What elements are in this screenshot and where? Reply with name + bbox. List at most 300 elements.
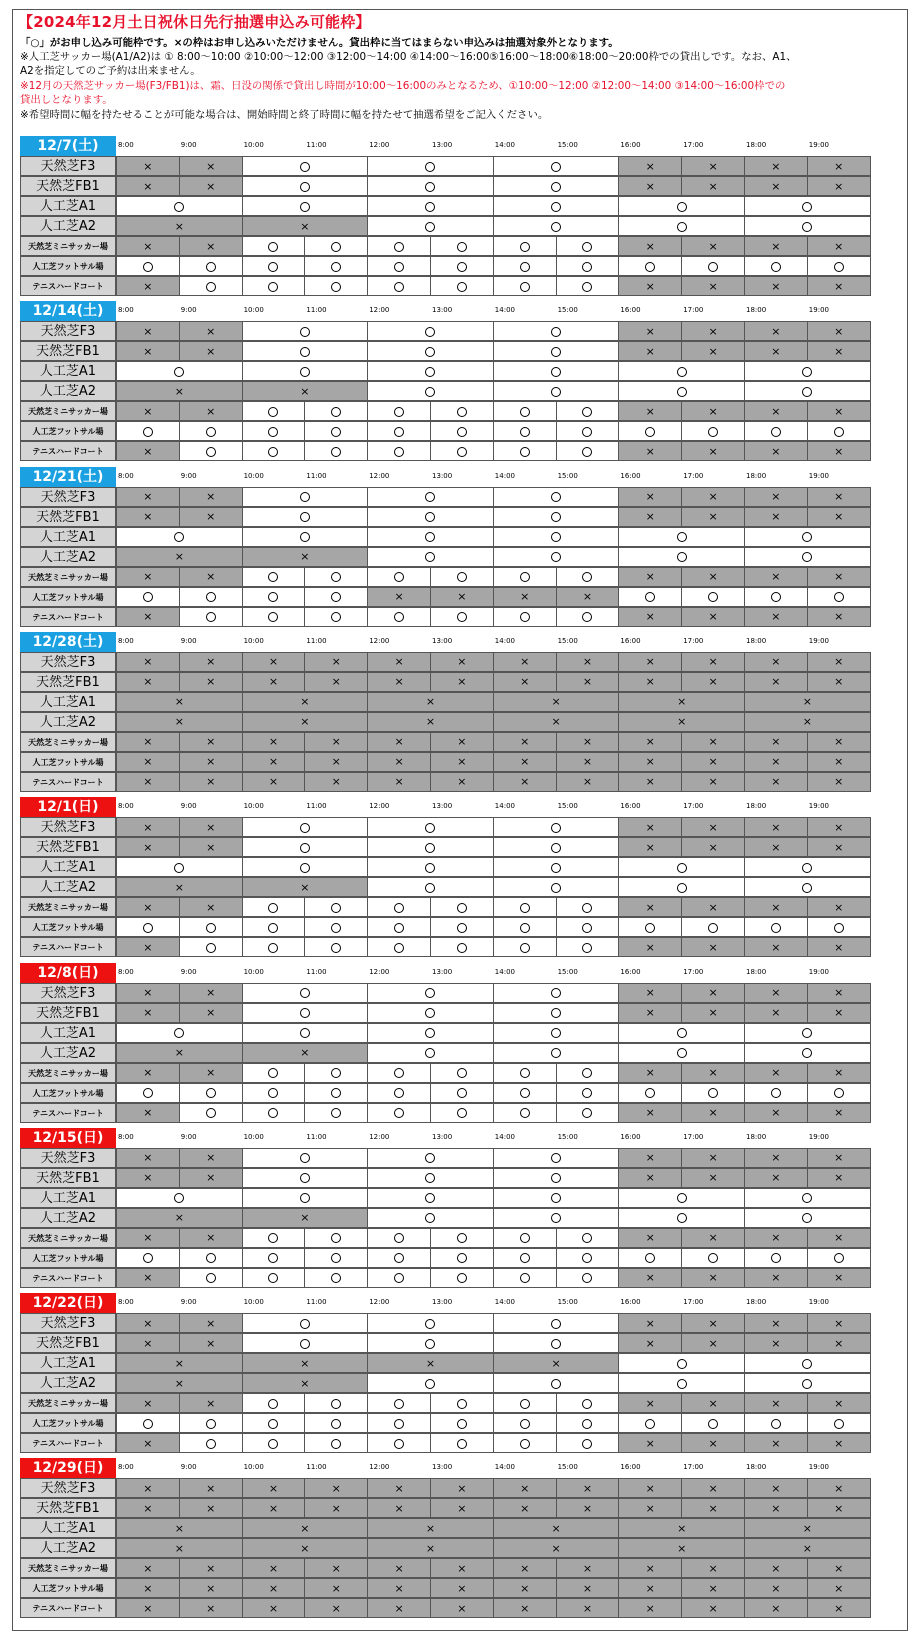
slot-cell	[367, 321, 494, 341]
slot-cell	[116, 176, 180, 196]
time-label: 18:00	[746, 1132, 767, 1141]
slot-cell	[618, 1208, 745, 1228]
available-mark	[206, 1439, 216, 1449]
available-mark	[771, 1253, 781, 1263]
available-mark	[802, 1028, 812, 1038]
unavailable-mark: ×	[143, 404, 153, 418]
available-mark	[457, 1088, 467, 1098]
slot-cell	[681, 983, 745, 1003]
slot-cell	[242, 156, 369, 176]
facility-mini-soccer: 天然芝ミニサッカー場	[20, 567, 116, 587]
facility-tennis: テニスハードコート	[20, 276, 116, 296]
unavailable-mark: ×	[206, 755, 216, 769]
unavailable-mark: ×	[834, 344, 844, 358]
available-mark	[520, 1419, 530, 1429]
facility-futsal: 人工芝フットサル場	[20, 256, 116, 276]
slot-cell	[367, 732, 431, 752]
slot-cell	[807, 1598, 871, 1618]
time-label: 17:00	[683, 141, 704, 149]
available-mark	[206, 1419, 216, 1429]
unavailable-mark: ×	[771, 404, 781, 418]
time-label: 14:00	[494, 1463, 515, 1472]
available-mark	[677, 1048, 687, 1058]
unavailable-mark: ×	[143, 510, 153, 524]
facility-row	[20, 1313, 904, 1333]
slot-cell	[430, 567, 494, 587]
slot-cell	[242, 587, 306, 607]
slot-cell	[430, 1498, 494, 1518]
slot-cell	[116, 1433, 180, 1453]
unavailable-mark: ×	[394, 1581, 404, 1595]
slot-cell	[493, 341, 620, 361]
slot-cell	[681, 897, 745, 917]
slot-cell	[116, 361, 243, 381]
slot-cell	[179, 652, 243, 672]
slot-cell	[242, 567, 306, 587]
facility-row	[20, 1248, 904, 1268]
slot-cell	[807, 837, 871, 857]
facility-row	[20, 1148, 904, 1168]
slot-cell	[744, 1168, 808, 1188]
available-mark	[300, 1173, 310, 1183]
available-mark	[331, 447, 341, 457]
facility-mini-soccer: 天然芝ミニサッカー場	[20, 732, 116, 752]
slot-cell	[493, 1148, 620, 1168]
slot-cell	[493, 527, 620, 547]
time-label: 8:00	[118, 1298, 134, 1307]
unavailable-mark: ×	[582, 590, 593, 604]
slot-cell	[430, 587, 494, 607]
slot-cell	[367, 1083, 431, 1103]
slot-cell	[618, 421, 682, 441]
available-mark	[677, 1359, 687, 1369]
slot-cell	[493, 1188, 620, 1208]
slot-cell	[179, 937, 243, 957]
slot-cell	[556, 421, 620, 441]
slot-cell	[179, 1433, 243, 1453]
available-mark	[677, 1213, 687, 1223]
facility-row	[20, 983, 904, 1003]
unavailable-mark: ×	[457, 755, 467, 769]
time-label: 16:00	[620, 141, 641, 149]
unavailable-mark: ×	[394, 590, 404, 604]
slot-cell	[556, 732, 620, 752]
slot-cell	[681, 276, 745, 296]
unavailable-mark: ×	[834, 610, 844, 624]
slot-cell	[116, 712, 243, 732]
available-mark	[677, 552, 687, 562]
available-mark	[425, 387, 435, 397]
unavailable-mark: ×	[457, 1601, 467, 1615]
slot-cell	[807, 897, 871, 917]
unavailable-mark: ×	[771, 840, 781, 854]
slot-cell	[744, 1063, 808, 1083]
facility-f3: 天然芝F3	[20, 1478, 116, 1498]
available-mark	[645, 1088, 655, 1098]
slot-cell	[367, 1538, 494, 1558]
available-mark	[457, 612, 467, 622]
time-label: 12:00	[369, 636, 390, 645]
time-label: 12:00	[369, 471, 390, 480]
unavailable-mark: ×	[771, 1436, 781, 1450]
slot-cell	[367, 857, 494, 877]
slot-cell	[493, 276, 557, 296]
time-label: 13:00	[432, 471, 453, 480]
available-mark	[551, 367, 561, 377]
available-mark	[268, 1439, 278, 1449]
slot-cell	[744, 772, 808, 792]
slot-cell	[681, 672, 745, 692]
slot-cell	[430, 1393, 494, 1413]
unavailable-mark: ×	[143, 1106, 153, 1119]
available-mark	[551, 823, 561, 833]
slot-cell	[179, 897, 243, 917]
slot-cell	[367, 216, 494, 236]
available-mark	[834, 1088, 844, 1098]
slot-cell	[242, 276, 306, 296]
available-mark	[206, 447, 216, 457]
available-mark	[425, 532, 435, 542]
slot-cell	[807, 1083, 871, 1103]
time-label: 14:00	[494, 141, 515, 149]
slot-cell	[179, 772, 243, 792]
slot-cell	[367, 567, 431, 587]
slot-cell	[493, 1578, 557, 1598]
available-mark	[394, 447, 404, 457]
slot-cell	[618, 937, 682, 957]
time-label: 9:00	[180, 967, 197, 976]
slot-cell	[179, 441, 243, 461]
slot-cell	[304, 1268, 368, 1288]
unavailable-mark: ×	[645, 820, 655, 834]
day-block	[20, 1293, 904, 1458]
unavailable-mark: ×	[708, 1171, 718, 1185]
available-mark	[802, 1048, 812, 1058]
unavailable-mark: ×	[143, 655, 153, 669]
unavailable-mark: ×	[802, 715, 812, 729]
slot-cell	[493, 1248, 557, 1268]
slot-cell	[493, 421, 557, 441]
available-mark	[677, 367, 687, 377]
slot-cell	[430, 1433, 494, 1453]
slot-cell	[179, 487, 243, 507]
available-mark	[174, 1193, 184, 1203]
slot-cell	[242, 1148, 369, 1168]
slot-cell	[430, 937, 494, 957]
unavailable-mark: ×	[708, 1231, 718, 1245]
facility-futsal: 人工芝フットサル場	[20, 421, 116, 441]
slot-cell	[556, 1413, 620, 1433]
available-mark	[551, 988, 561, 998]
day-block	[20, 632, 904, 797]
slot-cell	[179, 1063, 243, 1083]
day-block	[20, 1458, 904, 1623]
available-mark	[582, 1273, 592, 1283]
slot-cell	[367, 1353, 494, 1373]
unavailable-mark: ×	[708, 1561, 718, 1575]
slot-cell	[430, 772, 494, 792]
unavailable-mark: ×	[174, 1541, 184, 1555]
unavailable-mark: ×	[708, 344, 718, 358]
unavailable-mark: ×	[206, 344, 216, 358]
slot-cell	[618, 1023, 745, 1043]
time-label: 15:00	[557, 1463, 578, 1472]
time-label: 17:00	[683, 1132, 704, 1141]
facility-a1: 人工芝A1	[20, 1023, 116, 1043]
slot-cell	[681, 1413, 745, 1433]
slot-cell	[116, 1148, 180, 1168]
slot-cell	[179, 752, 243, 772]
available-mark	[645, 923, 655, 933]
time-label: 13:00	[432, 306, 453, 315]
slot-cell	[116, 216, 243, 236]
facility-a2: 人工芝A2	[20, 1043, 116, 1063]
slot-cell	[242, 341, 369, 361]
facility-row	[20, 527, 904, 547]
slot-cell	[116, 692, 243, 712]
unavailable-mark: ×	[771, 1601, 781, 1615]
slot-cell	[556, 1103, 620, 1123]
available-mark	[425, 162, 435, 172]
slot-cell	[556, 587, 620, 607]
available-mark	[331, 282, 341, 292]
unavailable-mark: ×	[834, 239, 844, 253]
slot-cell	[493, 983, 620, 1003]
time-label: 14:00	[494, 636, 515, 645]
available-mark	[708, 1253, 718, 1263]
unavailable-mark: ×	[834, 1006, 844, 1019]
available-mark	[551, 387, 561, 397]
slot-cell	[116, 1313, 180, 1333]
slot-cell	[681, 587, 745, 607]
slot-cell	[744, 752, 808, 772]
time-label: 10:00	[243, 1298, 264, 1307]
unavailable-mark: ×	[708, 490, 718, 504]
slot-cell	[681, 1558, 745, 1578]
unavailable-mark: ×	[394, 1561, 404, 1575]
slot-cell	[618, 341, 682, 361]
available-mark	[520, 1439, 530, 1449]
available-mark	[425, 1213, 435, 1223]
unavailable-mark: ×	[708, 1396, 718, 1410]
unavailable-mark: ×	[645, 675, 655, 689]
facility-row	[20, 156, 904, 176]
available-mark	[771, 1419, 781, 1429]
slot-cell	[744, 421, 808, 441]
day-block	[20, 467, 904, 632]
slot-cell	[304, 897, 368, 917]
unavailable-mark: ×	[708, 179, 718, 193]
slot-cell	[493, 487, 620, 507]
unavailable-mark: ×	[834, 840, 844, 854]
slot-cell	[744, 156, 808, 176]
slot-cell	[681, 1228, 745, 1248]
slot-cell	[744, 527, 871, 547]
available-mark	[268, 1399, 278, 1409]
slot-cell	[430, 897, 494, 917]
slot-cell	[116, 1558, 180, 1578]
slot-cell	[618, 1313, 682, 1333]
slot-cell	[367, 817, 494, 837]
unavailable-mark: ×	[268, 1501, 279, 1515]
unavailable-mark: ×	[143, 775, 153, 789]
time-label: 19:00	[808, 1463, 829, 1472]
unavailable-mark: ×	[394, 735, 404, 749]
unavailable-mark: ×	[834, 1601, 844, 1615]
facility-mini-soccer: 天然芝ミニサッカー場	[20, 236, 116, 256]
slot-cell	[493, 1208, 620, 1228]
unavailable-mark: ×	[551, 1541, 561, 1555]
slot-cell	[242, 1498, 306, 1518]
unavailable-mark: ×	[771, 1066, 781, 1079]
slot-cell	[493, 381, 620, 401]
slot-cell	[116, 381, 243, 401]
slot-cell	[367, 276, 431, 296]
day-block	[20, 797, 904, 962]
available-mark	[645, 1419, 655, 1429]
slot-cell	[493, 1063, 557, 1083]
unavailable-mark: ×	[771, 279, 781, 293]
facility-row	[20, 236, 904, 256]
facility-fb1: 天然芝FB1	[20, 341, 116, 361]
unavailable-mark: ×	[520, 590, 530, 604]
unavailable-mark: ×	[708, 900, 718, 914]
facility-f3: 天然芝F3	[20, 817, 116, 837]
facility-f3: 天然芝F3	[20, 652, 116, 672]
slot-cell	[681, 1313, 745, 1333]
available-mark	[551, 1193, 561, 1203]
unavailable-mark: ×	[645, 610, 655, 624]
available-mark	[300, 182, 310, 192]
slot-cell	[116, 1083, 180, 1103]
slot-cell	[681, 1333, 745, 1353]
available-mark	[551, 1213, 561, 1223]
slot-cell	[556, 752, 620, 772]
date-header: 12/14(土)	[20, 301, 116, 321]
unavailable-mark: ×	[645, 239, 655, 253]
unavailable-mark: ×	[206, 570, 216, 584]
slot-cell	[744, 652, 808, 672]
unavailable-mark: ×	[771, 1581, 781, 1595]
slot-cell	[618, 1103, 682, 1123]
slot-cell	[493, 1478, 557, 1498]
slot-cell	[744, 341, 808, 361]
available-mark	[300, 863, 310, 873]
available-mark	[645, 427, 655, 437]
slot-cell	[744, 1393, 808, 1413]
slot-cell	[744, 567, 808, 587]
facility-f3: 天然芝F3	[20, 321, 116, 341]
slot-cell	[430, 1063, 494, 1083]
slot-cell	[304, 1558, 368, 1578]
date-header: 12/8(日)	[20, 963, 116, 983]
available-mark	[802, 863, 812, 873]
facility-row	[20, 607, 904, 627]
available-mark	[457, 262, 467, 272]
slot-cell	[116, 421, 180, 441]
unavailable-mark: ×	[708, 324, 718, 338]
available-mark	[394, 1088, 404, 1098]
available-mark	[457, 1273, 467, 1283]
available-mark	[425, 1153, 435, 1163]
unavailable-mark: ×	[834, 1501, 844, 1515]
unavailable-mark: ×	[268, 1601, 279, 1615]
slot-cell	[493, 587, 557, 607]
unavailable-mark: ×	[645, 735, 655, 749]
facility-row	[20, 587, 904, 607]
slot-cell	[242, 321, 369, 341]
slot-cell	[493, 1043, 620, 1063]
facility-tennis: テニスハードコート	[20, 937, 116, 957]
slot-cell	[179, 1248, 243, 1268]
facility-fb1: 天然芝FB1	[20, 1168, 116, 1188]
unavailable-mark: ×	[174, 1211, 184, 1225]
slot-cell	[179, 672, 243, 692]
slot-cell	[807, 1393, 871, 1413]
slot-cell	[618, 1393, 682, 1413]
slot-cell	[681, 1248, 745, 1268]
unavailable-mark: ×	[834, 755, 844, 769]
time-label: 14:00	[494, 967, 515, 976]
available-mark	[551, 1153, 561, 1163]
slot-cell	[116, 877, 243, 897]
unavailable-mark: ×	[677, 1521, 687, 1535]
slot-cell	[493, 1268, 557, 1288]
slot-cell	[618, 857, 745, 877]
unavailable-mark: ×	[143, 159, 153, 173]
unavailable-mark: ×	[143, 1396, 153, 1410]
unavailable-mark: ×	[771, 1271, 781, 1285]
available-mark	[457, 923, 467, 933]
date-header: 12/15(日)	[20, 1128, 116, 1148]
slot-cell	[304, 567, 368, 587]
available-mark	[677, 863, 687, 873]
available-mark	[645, 592, 655, 602]
slot-cell	[493, 1083, 557, 1103]
slot-cell	[179, 156, 243, 176]
slot-cell	[681, 1433, 745, 1453]
unavailable-mark: ×	[174, 1376, 184, 1390]
time-label: 15:00	[557, 141, 578, 149]
unavailable-mark: ×	[394, 675, 404, 689]
slot-cell	[242, 837, 369, 857]
unavailable-mark: ×	[771, 1316, 781, 1330]
available-mark	[300, 162, 310, 172]
time-label: 11:00	[306, 471, 327, 480]
time-label: 18:00	[746, 306, 767, 315]
time-label: 15:00	[557, 471, 578, 480]
available-mark	[708, 923, 718, 933]
slot-cell	[556, 236, 620, 256]
available-mark	[582, 1439, 592, 1449]
slot-cell	[242, 527, 369, 547]
slot-cell	[430, 441, 494, 461]
slot-cell	[116, 917, 180, 937]
slot-cell	[807, 1268, 871, 1288]
time-label: 11:00	[306, 306, 327, 315]
unavailable-mark: ×	[708, 1006, 718, 1019]
unavailable-mark: ×	[457, 655, 467, 669]
slot-cell	[618, 1268, 682, 1288]
unavailable-mark: ×	[331, 655, 341, 669]
unavailable-mark: ×	[331, 675, 341, 689]
unavailable-mark: ×	[771, 1481, 781, 1495]
available-mark	[425, 327, 435, 337]
available-mark	[708, 592, 718, 602]
slot-cell	[493, 712, 620, 732]
slot-cell	[367, 507, 494, 527]
available-mark	[520, 242, 530, 252]
